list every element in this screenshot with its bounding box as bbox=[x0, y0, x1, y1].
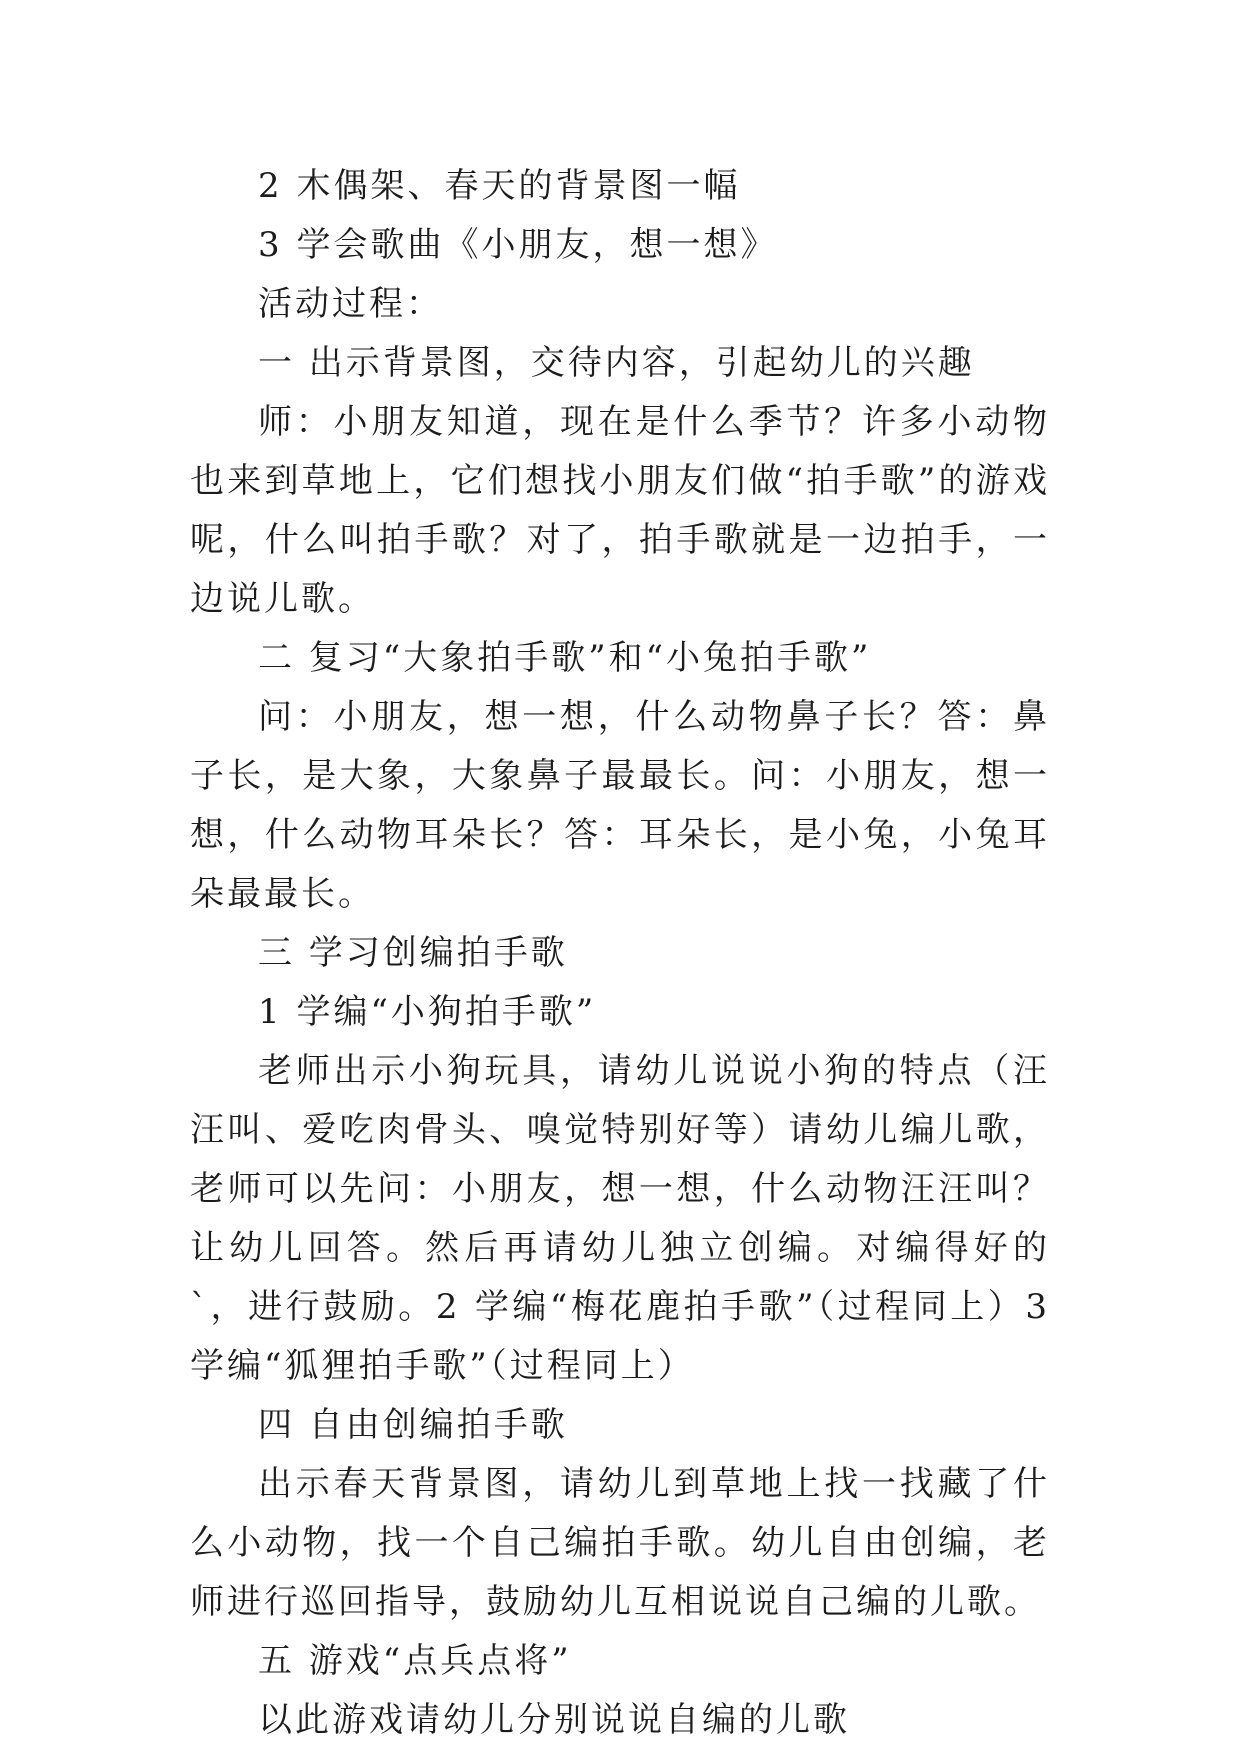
step-heading-4: 四 自由创编拍手歌 bbox=[258, 1405, 568, 1445]
section-heading-activity-process: 活动过程： bbox=[258, 284, 443, 324]
step-heading-2: 二 复习“大象拍手歌”和“小兔拍手歌” bbox=[258, 638, 872, 678]
paragraph-free-creation: 出示春天背景图，请幼儿到草地上找一找藏了什么小动物，找一个自己编拍手歌。幼儿自由创编，老师进行巡回指导，鼓励幼儿互相说说自己编的儿歌。 bbox=[190, 1464, 1050, 1622]
paragraph-game: 以此游戏请幼儿分别说说自编的儿歌 bbox=[258, 1700, 850, 1740]
paragraph-teacher-intro: 师：小朋友知道，现在是什么季节？许多小动物也来到草地上，它们想找小朋友们做“拍手歌”的游戏呢，什么叫拍手歌？对了，拍手歌就是一边拍手，一边说儿歌。 bbox=[190, 402, 1050, 619]
step-heading-3: 三 学习创编拍手歌 bbox=[258, 933, 568, 973]
paragraph-materials-2: 2 木偶架、春天的背景图一幅 bbox=[258, 166, 741, 206]
step-heading-5: 五 游戏“点兵点将” bbox=[258, 1641, 572, 1681]
step-heading-1: 一 出示背景图，交待内容，引起幼儿的兴趣 bbox=[258, 343, 975, 383]
document-body bbox=[190, 157, 1050, 1750]
paragraph-materials-3: 3 学会歌曲《小朋友，想一想》 bbox=[258, 225, 778, 265]
paragraph-dog-creation: 老师出示小狗玩具，请幼儿说说小狗的特点（汪汪叫、爱吃肉骨头、嗅觉特别好等）请幼儿编儿歌，老师可以先问：小朋友，想一想，什么动物汪汪叫？让幼儿回答。然后再请幼儿独立创编。对编得好的`，进行鼓励。2 学编“梅花鹿拍手歌”（过程同上）3 学编“狐狸拍手歌”（过程同上） bbox=[190, 1051, 1050, 1386]
paragraph-review-qa: 问：小朋友，想一想，什么动物鼻子长？答：鼻子长，是大象，大象鼻子最最长。问：小朋友，想一想，什么动物耳朵长？答：耳朵长，是小兔，小兔耳朵最最长。 bbox=[190, 697, 1050, 914]
substep-heading-dog: 1 学编“小狗拍手歌” bbox=[258, 992, 597, 1032]
